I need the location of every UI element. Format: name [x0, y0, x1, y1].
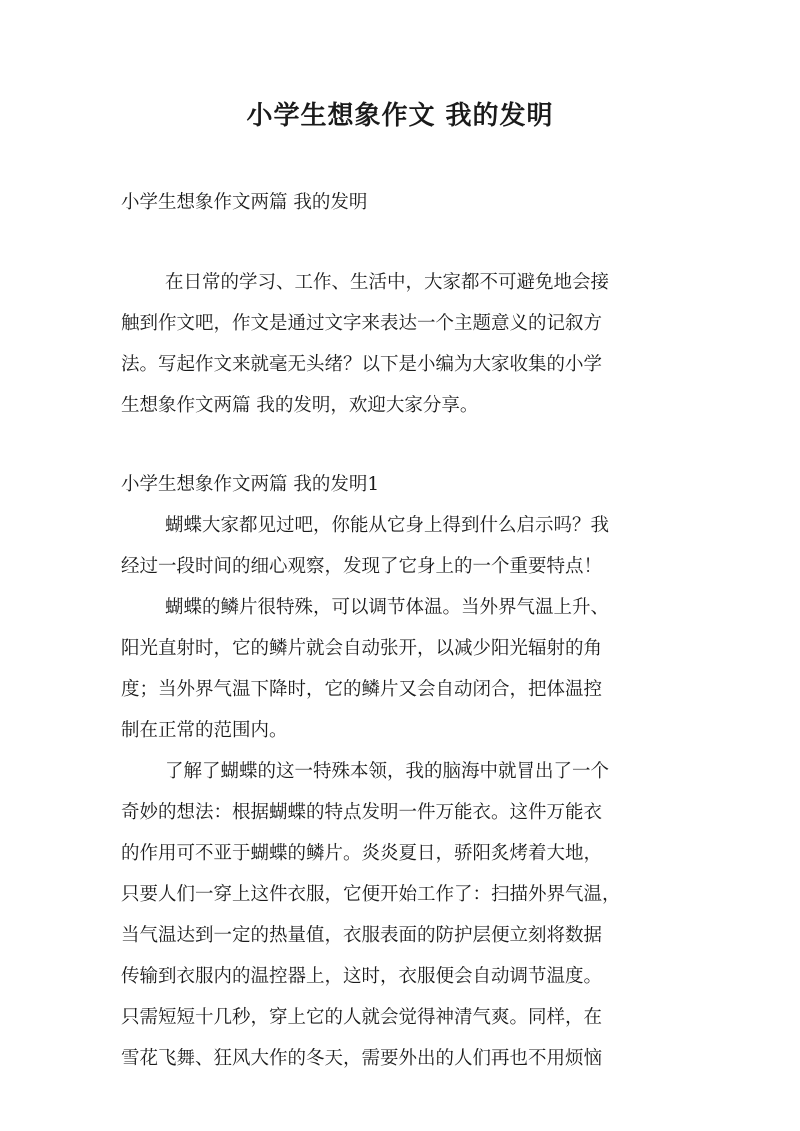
text-line: 了解了蝴蝶的这一特殊本领，我的脑海中就冒出了一个	[165, 761, 610, 782]
text-line: 雪花飞舞、狂风大作的冬天，需要外出的人们再也不用烦恼	[121, 1048, 603, 1069]
paragraph-1	[121, 505, 687, 587]
text-line: 奇妙的想法：根据蝴蝶的特点发明一件万能衣。这件万能衣	[121, 802, 603, 823]
text-line: 在日常的学习、工作、生活中，大家都不可避免地会接	[165, 272, 610, 293]
paragraph-3	[121, 751, 687, 1079]
text-line: 触到作文吧，作文是通过文字来表达一个主题意义的记叙方	[121, 313, 603, 334]
text-line: 当气温达到一定的热量值，衣服表面的防护层便立刻将数据	[121, 925, 603, 946]
text-line: 的作用可不亚于蝴蝶的鳞片。炎炎夏日，骄阳炙烤着大地，	[121, 843, 603, 864]
section-heading: 小学生想象作文两篇 我的发明1	[121, 474, 380, 495]
text-line: 蝴蝶的鳞片很特殊，可以调节体温。当外界气温上升、	[165, 597, 610, 618]
spacer	[121, 223, 687, 262]
text-line: 度；当外界气温下降时，它的鳞片又会自动闭合，把体温控	[121, 679, 603, 700]
text-line: 制在正常的范围内。	[121, 720, 288, 741]
spacer	[121, 426, 687, 464]
text-line: 法。写起作文来就毫无头绪？以下是小编为大家收集的小学	[121, 354, 603, 375]
text-line: 生想象作文两篇 我的发明，欢迎大家分享。	[121, 395, 479, 416]
paragraph-2	[121, 587, 687, 751]
text-line: 传输到衣服内的温控器上，这时，衣服便会自动调节温度。	[121, 966, 603, 987]
document-body	[121, 182, 687, 1079]
document-title: 小学生想象作文 我的发明	[246, 101, 554, 131]
text-line: 只要人们一穿上这件衣服，它便开始工作了：扫描外界气温，	[121, 884, 621, 905]
intro-paragraph	[121, 262, 687, 426]
text-line: 只需短短十几秒，穿上它的人就会觉得神清气爽。同样，在	[121, 1007, 603, 1028]
text-line: 蝴蝶大家都见过吧，你能从它身上得到什么启示吗？我	[165, 515, 610, 536]
text-line: 经过一段时间的细心观察，发现了它身上的一个重要特点！	[121, 556, 603, 577]
text-line: 阳光直射时，它的鳞片就会自动张开，以减少阳光辐射的角	[121, 638, 603, 659]
subtitle: 小学生想象作文两篇 我的发明	[121, 192, 368, 213]
